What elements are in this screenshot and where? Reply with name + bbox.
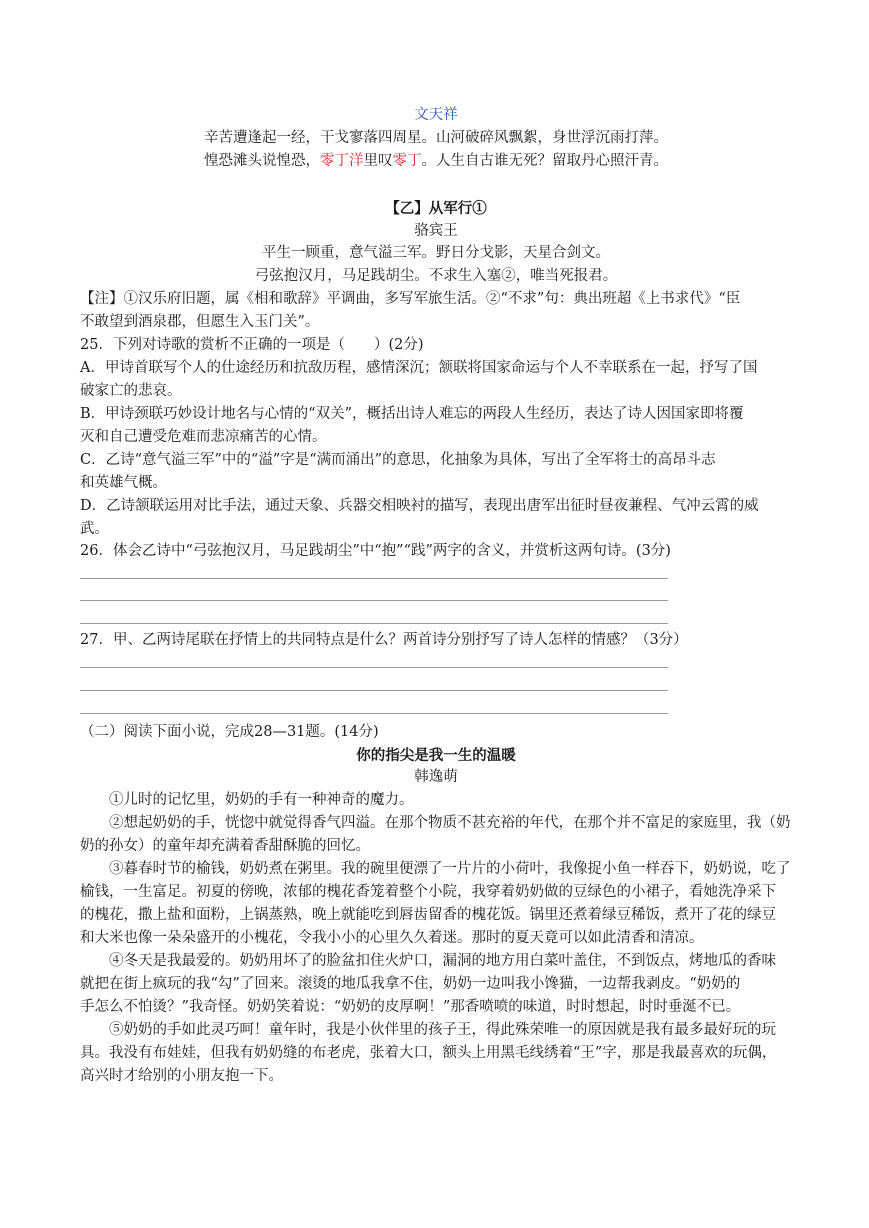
poem-b-title: 【乙】从军行①	[385, 200, 487, 217]
poem-a-line-2-part: 惶恐滩头说惶恐，	[204, 153, 320, 169]
poem-b-author: 骆宾王	[414, 223, 458, 239]
story-paragraph-4-line-2: 就把在街上疯玩的我“勾”了回来。滚烫的地瓜我拿不住，奶奶一边叫我小馋猫，一边帮我剥皮。“奶奶的	[80, 976, 741, 992]
story-paragraph-1: ①儿时的记忆里，奶奶的手有一种神奇的魔力。	[109, 792, 414, 808]
story-paragraph-3-line-4: 和大米也像一朵朵盛开的小槐花，令我小小的心里久久着迷。那时的夏天竟可以如此清香和清凉。	[80, 930, 704, 946]
story-paragraph-3-line-2: 榆钱，一生富足。初夏的傍晚，浓郁的槐花香笼着整个小院，我穿着奶奶做的豆绿色的小裙子，看她洗净采下	[80, 884, 776, 900]
option-d-line-2: 武。	[80, 521, 109, 537]
option-d-line-1: D．乙诗颔联运用对比手法，通过天象、兵器交相映衬的描写，表现出唐军出征时昼夜兼程、气冲云霄的威	[80, 498, 759, 514]
poem-a-author: 文天祥	[414, 107, 458, 123]
question-27-stem: 27．甲、乙两诗尾联在抒情上的共同特点是什么？两首诗分别抒写了诗人怎样的情感？（3分）	[80, 632, 688, 648]
section-2-heading: （二）阅读下面小说，完成28—31题。(14分)	[80, 724, 379, 740]
highlight-place-name: 零丁洋	[320, 153, 364, 169]
option-c-line-2: 和英雄气概。	[80, 475, 167, 491]
note-line-2: 不敢望到酒泉郡，但愿生入玉门关”。	[80, 314, 320, 330]
answer-line[interactable]	[80, 578, 668, 579]
answer-line[interactable]	[80, 690, 668, 691]
story-paragraph-5-line-1: ⑤奶奶的手如此灵巧呵！童年时，我是小伙伴里的孩子王，得此殊荣唯一的原因就是我有最多最好玩的玩	[109, 1022, 776, 1038]
story-author: 韩逸萌	[414, 769, 458, 785]
question-26-stem: 26．体会乙诗中“弓弦抱汉月，马足践胡尘”中“抱”“践”两字的含义，并赏析这两句诗。(3分)	[80, 543, 671, 559]
story-paragraph-4-line-3: 手怎么不怕烫？”我奇怪。奶奶笑着说：“奶奶的皮厚啊！”那香喷喷的味道，时时想起，时时垂涎不已。	[80, 999, 741, 1015]
story-paragraph-3-line-3: 的槐花，撒上盐和面粉，上锅蒸熟，晚上就能吃到唇齿留香的槐花饭。锅里还煮着绿豆稀饭，煮开了花的绿豆	[80, 907, 776, 923]
option-a-line-1: A．甲诗首联写个人的仕途经历和抗敌历程，感情深沉；颔联将国家命运与个人不幸联系在一起，抒写了国	[80, 360, 758, 376]
note-line-1: 【注】①汉乐府旧题，属《相和歌辞》平调曲，多写军旅生活。②“不求”句：典出班超《上书求代》“臣	[80, 291, 741, 307]
answer-line[interactable]	[80, 623, 668, 624]
option-a-line-2: 破家亡的悲哀。	[80, 383, 182, 399]
poem-b-line-1: 平生一顾重，意气溢三军。野日分戈影，天星合剑文。	[262, 245, 610, 261]
option-b-line-2: 灭和自己遭受危难而悲凉痛苦的心情。	[80, 429, 327, 445]
poem-a-line-2	[80, 151, 792, 172]
story-paragraph-2-line-2: 奶的孙女）的童年却充满着香甜酥脆的回忆。	[80, 838, 370, 854]
option-b-line-1: B．甲诗颈联巧妙设计地名与心情的“双关”，概括出诗人难忘的两段人生经历，表达了诗人因国家即将覆	[80, 406, 744, 422]
option-c-line-1: C．乙诗“意气溢三军”中的“溢”字是“满而涌出”的意思，化抽象为具体，写出了全军将士的高昂斗志	[80, 452, 716, 468]
highlight-word: 零丁	[392, 153, 422, 169]
story-paragraph-5-line-3: 高兴时才给别的小朋友抱一下。	[80, 1068, 283, 1084]
answer-line[interactable]	[80, 713, 668, 714]
poem-a-line-2-part: 里叹	[363, 153, 393, 169]
poem-b-line-2: 弓弦抱汉月，马足践胡尘。不求生入塞②，唯当死报君。	[254, 268, 618, 284]
poem-a-line-2-part: 。人生自古谁无死？留取丹心照汗青。	[421, 153, 668, 169]
story-title: 你的指尖是我一生的温暖	[356, 747, 516, 764]
question-25-stem: 25．下列对诗歌的赏析不正确的一项是（ ）(2分)	[80, 337, 424, 353]
poem-a-line-1: 辛苦遭逢起一经，干戈寥落四周星。山河破碎风飘絮，身世浮沉雨打萍。	[204, 130, 668, 146]
answer-line[interactable]	[80, 600, 668, 601]
answer-line[interactable]	[80, 667, 668, 668]
story-paragraph-5-line-2: 具。我没有布娃娃，但我有奶奶缝的布老虎，张着大口，额头上用黑毛线绣着“王”字，那是我最喜欢的玩偶，	[80, 1045, 777, 1061]
story-paragraph-3-line-1: ③暮春时节的榆钱，奶奶煮在粥里。我的碗里便漂了一片片的小荷叶，我像捉小鱼一样吞下，奶奶说，吃了	[109, 861, 791, 877]
story-paragraph-4-line-1: ④冬天是我最爱的。奶奶用坏了的脸盆扣住火炉口，漏洞的地方用白菜叶盖住，不到饭点，烤地瓜的香味	[109, 953, 776, 969]
story-paragraph-2-line-1: ②想起奶奶的手，恍惚中就觉得香气四溢。在那个物质不甚充裕的年代，在那个并不富足的家庭里，我（奶	[109, 815, 791, 831]
